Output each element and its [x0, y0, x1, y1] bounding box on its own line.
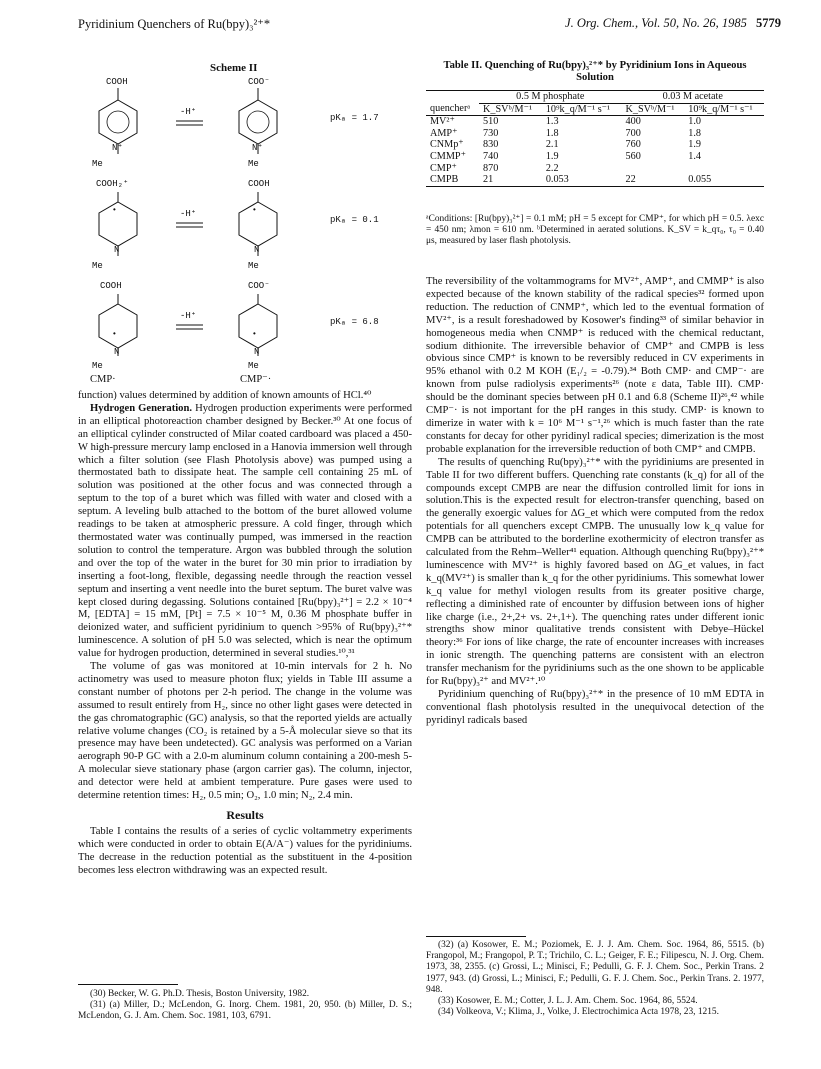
svg-text:•: • [112, 206, 117, 215]
scheme-row1-arrow-label: -H⁺ [180, 107, 197, 117]
page-number: 5779 [756, 16, 781, 30]
scheme-row2-arrow-label: -H⁺ [180, 209, 197, 219]
table-cell: 870 [483, 162, 499, 174]
scheme-row3-left-label: CMP· [90, 374, 116, 385]
table-cell: 2.2 [545, 162, 559, 174]
table-cell: 730 [483, 127, 499, 139]
table-cell: 560 [625, 150, 641, 162]
scheme-row-2 [92, 179, 379, 271]
table-cell: 510 [483, 116, 499, 128]
scheme-row2-right-n: N [254, 245, 260, 255]
scheme-row1-pka: pKₐ = 1.7 [330, 113, 379, 123]
left-footnote-rule [78, 984, 178, 985]
table-cell: CMP⁺ [430, 162, 457, 174]
footnote-30: (30) Becker, W. G. Ph.D. Thesis, Boston University, 1982. [90, 989, 310, 999]
scheme-title: Scheme II [210, 62, 258, 74]
gas-volume-paragraph: The volume of gas was monitored at 10-min intervals for 2 h. No actinometry was used to measure photon flux; yields in Table III assume a constant number of photons per 2-h period. The change in the volume was assumed to result entirely from H₂, since no other light gases were detected in the gas chromatographic (GC) analysis, so that the reported yields are actually relative volume changes (CO₂ is retained by a 5-Å molecular sieve so that its presence may have been undetected). GC analysis was performed on a Varian aerograph 90-P GC with a 2.0-m aluminum column containing a 200-mesh 5-A molecular sieve stationary phase (argon carrier gas). The column, injector, and detector were held at ambient temperature. Pure gases were used to determine retention times: H₂, 0.5 min; O₂, 1.0 min; N₂, 2.4 min. [78, 661, 412, 802]
table-cell: 1.3 [545, 116, 559, 128]
scheme-row2-left-group: COOH₂⁺ [96, 179, 129, 189]
table-col-ksv-1: K_SVᵇ/M⁻¹ [479, 103, 542, 116]
table-row [426, 174, 764, 186]
table-cell: 830 [483, 139, 499, 151]
scheme-row1-left-me: Me [92, 159, 103, 169]
table-cell: 760 [625, 139, 641, 151]
scheme-row2-right-me: Me [248, 261, 259, 271]
scheme-row3-right-label: CMP⁻· [240, 374, 272, 385]
scheme-row3-left-n: N [114, 347, 120, 357]
table-group-phosphate: 0.5 M phosphate [479, 91, 621, 104]
scheme-row-3 [90, 281, 379, 385]
scheme-row1-left-n: N⁺ [112, 143, 123, 153]
scheme-row3-left-group: COOH [100, 281, 122, 291]
table-col-kq-2: 10⁹k_q/M⁻¹ s⁻¹ [684, 103, 764, 116]
scheme-row2-pka: pKₐ = 0.1 [330, 215, 379, 225]
table-cell: 0.053 [542, 174, 622, 186]
table-cell: MV²⁺ [430, 116, 455, 128]
hydrogen-generation-heading: Hydrogen Generation. [90, 402, 193, 414]
table-cell [622, 163, 685, 175]
scheme-row2-right-group: COOH [248, 179, 270, 189]
table-cell: CMPB [426, 174, 479, 186]
scheme-ii-diagram [78, 74, 412, 386]
footnote-33: (33) Kosower, E. M.; Cotter, J. L. J. Am. Chem. Soc. 1964, 86, 5524. [438, 996, 698, 1007]
table-cell: 700 [625, 127, 641, 139]
table-cell: 22 [622, 174, 685, 186]
right-paragraph-2: The results of quenching Ru(bpy)₃²⁺* with the pyridiniums are presented in Table II for two different buffers. Quenching rate constants (k_q) for all of the compounds except CMPB are near the diffusion controlled limit for ions in solution.This is the expected result for electron-transfer quenching, based on the generally exoergic values for ΔG_et which were computed from the redox potentials for all quenchers except CMPB. The unusually low k_q value for CMPB can be attributed to the borderline exothermicity of electron transfer as calculated from the Rehm–Weller⁴¹ equation. Although quenching Ru(bpy)₃²⁺* luminescence with MV²⁺ is highly favored based on ΔG_et values, in fact k_q(MV²⁺) is smaller than k_q for the other pyridiniums. This somewhat lower k_q value for methyl viologen results from its greater positive charge, reflecting a diminished rate of encounter by diffusion between ions of higher like charge (i.e., 2+,2+ vs. 2+,1+). The quenching rates under different ionic strengths show minor qualitative trends consistent with Debye–Hückel theory:³⁶ For ions of like charge, the rate of encounter increases with increases in ionic strength. The quenching patterns are consistent with an electron transfer mechanism for the pyridiniums such as the one shown to be applicable for Ru(bpy)₃²⁺ and MV²⁺.¹⁰ [426, 456, 764, 688]
table-col-kq-1: 10⁹k_q/M⁻¹ s⁻¹ [542, 103, 622, 116]
svg-text:•: • [252, 206, 257, 215]
table-row [426, 139, 764, 151]
scheme-row-1 [92, 77, 379, 169]
table-ii-notes: ᵃConditions: [Ru(bpy)₃²⁺] = 0.1 mM; pH = 5 except for CMP⁺, for which pH = 0.5. λexc = 450 nm; λmon = 610 nm. ᵇDetermined in aerated solutions. K_SV = k_qτ₀, τ₀ = 0.40 μs, measured by laser flash photolysis. [426, 214, 764, 247]
table-ii [426, 90, 764, 187]
scheme-row3-arrow-label: -H⁺ [180, 311, 197, 321]
table-header-row-2 [426, 103, 764, 116]
scheme-row3-right-n: N [254, 347, 260, 357]
scheme-row2-left-n: N [114, 245, 120, 255]
table-cell: 1.0 [688, 116, 701, 128]
table-cell: 2.1 [545, 139, 559, 151]
table-group-acetate: 0.03 M acetate [622, 91, 765, 104]
left-footnotes [78, 989, 412, 1023]
table-cell: CMMP⁺ [430, 150, 466, 162]
hydrogen-generation-body: Hydrogen production experiments were performed in an elliptical photoreaction chamber designed by Becker.³⁰ At one focus of an elliptical cylinder constructed of Milar coated cardboard was placed a 450-W high-pressure mercury lamp enclosed in a Hanovia immersion well through which a filter solution (see Flash Photolysis above) was pumped using a thermostated bath to dissipate heat. The sample cell containing 25 mL of solution was positioned at the other focus and was connected through a septum to the top of a buret which was filled with water and closed with a septum. A leveling bulb attached to the bottom of the buret allowed volume readings to be taken at atmospheric pressure. A cold finger, through which thermostated water was continually pumped, was immersed in the reaction solution to control the temperature. Argon was bubbled through the solution and over the top of the water in the buret for 30 min prior to irradiation by inserting a foot-long, flexible, degassing needle through the reaction vessel septum and inserting a vent needle into the buret septum. The buret valve was kept closed during degassing. Solutions contained [Ru(bpy)₃²⁺] = 2.2 × 10⁻⁴ M, [EDTA] = 15 mM, [Pt] = 7.5 × 10⁻⁵ M, 0.36 M phosphate buffer in deionized water, and sufficient pyridinium to quench >95% of Ru(bpy)₃²⁺* luminescence. A solution of pH 5.0 was selected, which is near the optimum value for hydrogen production, determined in several studies.¹⁰,³¹ [78, 402, 413, 660]
table-cell: 400 [625, 116, 641, 128]
table-cell: AMP⁺ [430, 127, 458, 139]
left-column-body [78, 390, 412, 878]
footnote-34: (34) Volkeova, V.; Klima, J., Volke, J. Electrochimica Acta 1978, 23, 1215. [438, 1007, 719, 1018]
svg-text:•: • [252, 330, 257, 339]
results-paragraph: Table I contains the results of a series of cyclic voltammetry experiments which were conducted in order to obtain E(A/A⁻) values for the pyridiniums. The decrease in the reduction potential as the substituent in the 4-position becomes less electron withdrawing was an expected result. [78, 825, 412, 876]
table-row [426, 116, 764, 128]
table-cell: 1.4 [688, 150, 701, 162]
table-row [426, 151, 764, 163]
table-cell: 21 [479, 174, 542, 186]
scheme-row1-right-me: Me [248, 159, 259, 169]
table-row [426, 163, 764, 175]
footnote-32: (32) (a) Kosower, E. M.; Poziomek, E. J. J. Am. Chem. Soc. 1964, 86, 5515. (b) Frangopol, M.; Frangopol, P. T.; Trichilo, C. L.; Geiger, F. E.; Filipescu, N. J. Org. Chem. 1973, 38, 2355. (c) Grossi, L.; Minisci, F.; Pedulli, G. F. J. Chem. Soc., Perkin Trans. 2 1977, 943. (d) Grossi, L.; Minisci, F.; Pedulli, G. F. J. Chem. Soc., Perkin Trans. 2. 1977, 948. [426, 940, 764, 995]
scheme-row3-pka: pKₐ = 6.8 [330, 317, 379, 327]
footnote-31: (31) (a) Miller, D.; McLendon, G. Inorg. Chem. 1981, 20, 950. (b) Miller, D. S.; McLendon, G. J. Am. Chem. Soc. 1981, 103, 6791. [78, 1000, 412, 1022]
svg-text:•: • [112, 330, 117, 339]
scheme-row1-right-n: N⁺ [252, 143, 263, 153]
scheme-row3-left-me: Me [92, 361, 103, 371]
table-cell: 1.8 [545, 127, 559, 139]
table-header-row-1 [426, 91, 764, 104]
hydrogen-generation-paragraph [78, 403, 412, 661]
journal-citation: J. Org. Chem., Vol. 50, No. 26, 1985 [565, 16, 747, 30]
scheme-row3-right-group: COO⁻ [248, 281, 270, 291]
right-footnote-rule [426, 936, 526, 937]
table-cell: 740 [483, 150, 499, 162]
table-col-quencher: quencherᵃ [426, 103, 479, 116]
table-cell: CNMp⁺ [430, 139, 464, 151]
right-column-body [426, 276, 764, 728]
table-cell: 1.9 [688, 139, 701, 151]
scheme-row1-right-group: COO⁻ [248, 77, 270, 87]
table-col-ksv-2: K_SVᵇ/M⁻¹ [622, 103, 685, 116]
running-header-left: Pyridinium Quenchers of Ru(bpy)₃²⁺* [78, 17, 271, 31]
table-cell: 1.9 [545, 150, 559, 162]
running-header-right [565, 16, 781, 31]
left-paragraph-1: function) values determined by addition of known amounts of HCl.⁴⁰ [78, 390, 372, 401]
table-row [426, 128, 764, 140]
table-ii-title: Table II. Quenching of Ru(bpy)₃²⁺* by Pyridinium Ions in Aqueous Solution [443, 60, 747, 83]
scheme-row2-left-me: Me [92, 261, 103, 271]
right-paragraph-3: Pyridinium quenching of Ru(bpy)₃²⁺* in the presence of 10 mM EDTA in conventional flash photolysis resulted in the unequivocal detection of the pyridinyl radicals based [426, 689, 764, 726]
table-cell: 1.8 [688, 127, 701, 139]
right-footnotes [426, 940, 764, 1018]
right-paragraph-1: The reversibility of the voltammograms for MV²⁺, AMP⁺, and CMMP⁺ is also expected because of the known stability of the radical species³² formed upon reduction. The reduction of CNMP⁺, which led to the eventual formation of MV²⁺, is a result foreshadowed by Kosower's finding³³ of similar behavior in homogeneous media when CNMP⁺ is reduced with the chemical reductant, sodium dithionite. The irreversible behavior of CMP⁺ and CMPB is less obvious since CMP⁺ is known to be reversibly reduced in CV experiments in 95% ethanol with 0.2 M KOH (E₁/₂ = -0.79).³⁴ Both CMP· and CMP⁻· are known from pulse radiolysis experiments²⁶ (note ε data, Table III). CMP· should be the dominant species between pH 0.1 and 6.8 (Scheme II)²⁶,⁴² while CMP⁻· is not important for the pH ranges in this study. CMP· is known to dimerize in water with k = 10⁶ M⁻¹ s⁻¹,²⁶ which is much faster than the rate constants for decay for other pyridinyl radical species; dimerization is the most probable explanation for the irreversible reduction of both CMP⁺ and CMPB. [426, 276, 764, 455]
scheme-row3-right-me: Me [248, 361, 259, 371]
table-cell [684, 163, 764, 175]
results-heading: Results [226, 808, 264, 822]
scheme-row1-left-group: COOH [106, 77, 128, 87]
table-cell: 0.055 [684, 174, 764, 186]
